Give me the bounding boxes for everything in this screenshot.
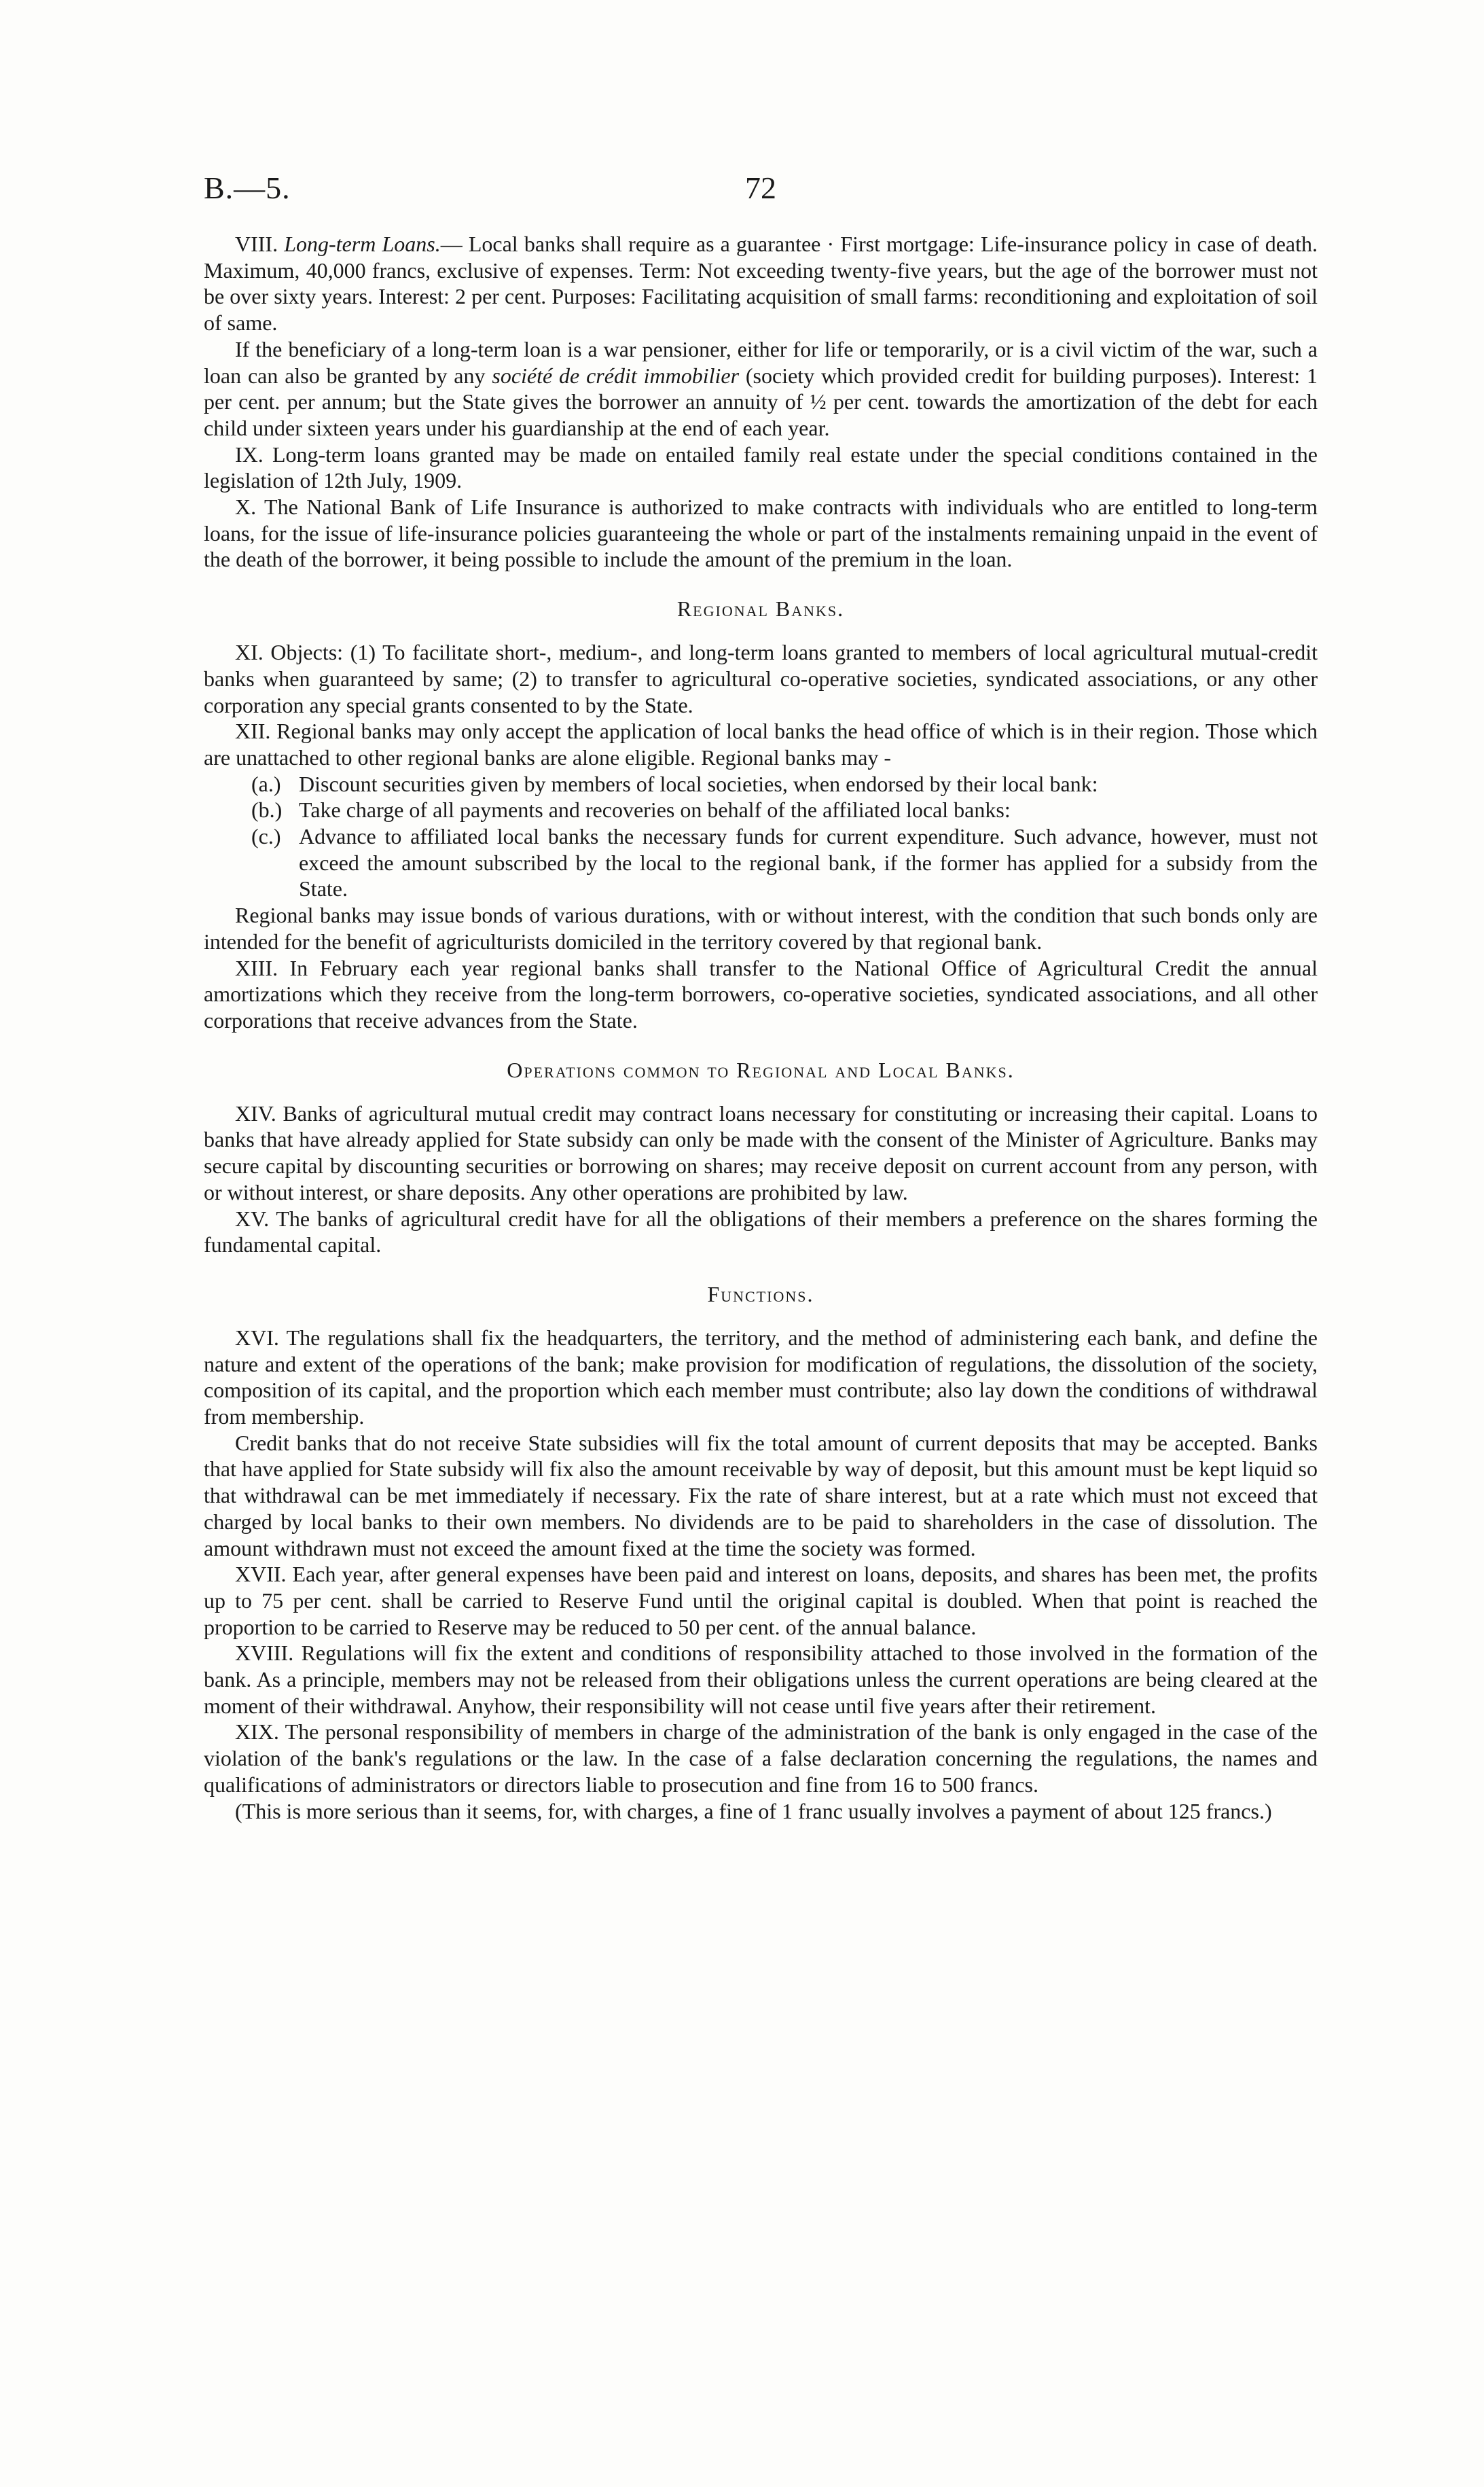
french-term: société de crédit immobilier [492, 363, 740, 388]
list-item-text: Discount securities given by members of local societies, when endorsed by their local bank: [299, 771, 1098, 796]
xii-list [204, 771, 1318, 903]
section-text: — Local banks shall require as a guarantee · First mortgage: Life-insurance policy in case of death. Maximum, 40,000 francs, exclusive of expenses. Term: Not exceeding twenty-five years, but the age of the borrower must not be over sixty years. Interest: 2 per cent. Purposes: Facilitating acquisition of small farms: reconditioning and exploitation of soil of same. [204, 232, 1318, 336]
paragraph-xv: XV. The banks of agricultural credit have for all the obligations of their members a preference on the shares forming the fundamental capital. [204, 1206, 1318, 1257]
list-item-text: Take charge of all payments and recoveries on behalf of the affiliated local banks: [299, 798, 1011, 823]
paragraph-viii-continued [204, 336, 1318, 442]
paragraph-xiv: XIV. Banks of agricultural mutual credit may contract loans necessary for constituting or increasing their capital. Loans to banks that have already applied for State subsidy can only be made with the consent of the Minister of Agriculture. Banks may secure capital by discounting securities or borrowing on shares; may receive deposit on current account from any person, with or without interest, or share deposits. Any other operations are prohibited by law. [204, 1101, 1318, 1204]
paragraph-xvii: XVII. Each year, after general expenses have been paid and interest on loans, deposits, and shares has been met, the profits up to 75 per cent. shall be carried to Reserve Fund until the original capital is doubled. When that point is reached the proportion to be carried to Reserve may be reduced to 50 per cent. of the annual balance. [204, 1562, 1318, 1639]
paragraph-note: (This is more serious than it seems, for, with charges, a fine of 1 franc usually involves a payment of about 125 francs.) [235, 1798, 1272, 1823]
page-number: 72 [745, 171, 776, 205]
text-segment: (society which provided credit for building purposes). Interest: 1 per cent. per annum; but the State gives the borrower an annuity of ½ per cent. towards the amortization of the debt for each child under sixteen years under his guardianship at the end of each year. [204, 363, 1318, 440]
heading-operations: Operations common to Regional and Local Banks. [507, 1057, 1015, 1082]
paragraph-xviii: XVIII. Regulations will fix the extent and conditions of responsibility attached to those involved in the formation of the bank. As a principle, members may not be released from their obligations unless the current operations are being cleared at the moment of their withdrawal. Anyhow, their responsibility will not cease until five years after their retirement. [204, 1641, 1318, 1718]
paragraph-xix: XIX. The personal responsibility of members in charge of the administration of the bank is only engaged in the case of the violation of the bank's regulations or the law. In the case of a false declaration concerning the regulations, the names and qualifications of administrators or directors liable to prosecution and fine from 16 to 500 francs. [204, 1719, 1318, 1797]
list-item [251, 771, 1318, 798]
section-number: VIII. [235, 232, 278, 256]
paragraph-xii: XII. Regional banks may only accept the application of local banks the head office of which is in their region. Those which are unattached to other regional banks are alone eligible. Regional banks may - [204, 719, 1318, 770]
heading-regional-banks: Regional Banks. [676, 596, 845, 622]
list-item [251, 823, 1318, 902]
list-item-label: (c.) [251, 824, 281, 849]
section-heading: Long-term Loans. [284, 232, 441, 256]
text-segment: If the beneficiary of a long-term loan is a war pensioner, either for life or temporarily, or is a civil victim of the war, such a loan can also be granted by any [204, 336, 1318, 388]
paragraph-xiii: XIII. In February each year regional banks shall transfer to the National Office of Agricultural Credit the annual amortizations which they receive from the long-term borrowers, co-operative societies, syndicated associations, and all other corporations that receive advances from the State. [204, 955, 1318, 1033]
paragraph-xii-after: Regional banks may issue bonds of various durations, with or without interest, with the condition that such bonds only are intended for the benefit of agriculturists domiciled in the territory covered by that regional bank. [204, 903, 1318, 954]
list-item-label: (a.) [251, 771, 281, 796]
paragraph-viii [204, 231, 1318, 336]
paragraph-xvi: XVI. The regulations shall fix the headquarters, the territory, and the method of administering each bank, and define the nature and extent of the operations of the bank; make provision for modification of regulations, the dissolution of the society, composition of its capital, and the proportion which each member must contribute; also lay down the conditions of withdrawal from membership. [204, 1325, 1318, 1429]
list-item [251, 797, 1318, 823]
list-item-text: Advance to affiliated local banks the necessary funds for current expenditure. Such advance, however, must not exceed the amount subscribed by the local to the regional bank, if the former has applied for a subsidy from the State. [299, 824, 1318, 901]
list-item-label: (b.) [251, 798, 283, 823]
document-code: B.—5. [204, 171, 291, 205]
document-body [204, 231, 1318, 1824]
paragraph-xi: XI. Objects: (1) To facilitate short-, medium-, and long-term loans granted to members of local agricultural mutual-credit banks when guaranteed by same; (2) to transfer to agricultural co-operative societies, syndicated associations, or any other corporation any special grants consented to by the State. [204, 640, 1318, 717]
paragraph-ix: IX. Long-term loans granted may be made on entailed family real estate under the special conditions contained in the legislation of 12th July, 1909. [204, 442, 1318, 493]
page-header [204, 170, 1318, 211]
paragraph-xvi-b: Credit banks that do not receive State subsidies will fix the total amount of current deposits that may be accepted. Banks that have applied for State subsidy will fix also the amount receivable by way of deposit, but this amount must be kept liquid so that withdrawal can be met immediately if necessary. Fix the rate of share interest, but at a rate which must not exceed that charged by local banks to their own members. No dividends are to be paid to shareholders in the case of dissolution. The amount withdrawn must not exceed the amount fixed at the time the society was formed. [204, 1430, 1318, 1560]
paragraph-x: X. The National Bank of Life Insurance is authorized to make contracts with individuals who are entitled to long-term loans, for the issue of life-insurance policies guaranteeing the whole or part of the instalments remaining unpaid in the event of the death of the borrower, it being possible to include the amount of the premium in the loan. [204, 495, 1318, 572]
heading-functions: Functions. [707, 1281, 814, 1306]
